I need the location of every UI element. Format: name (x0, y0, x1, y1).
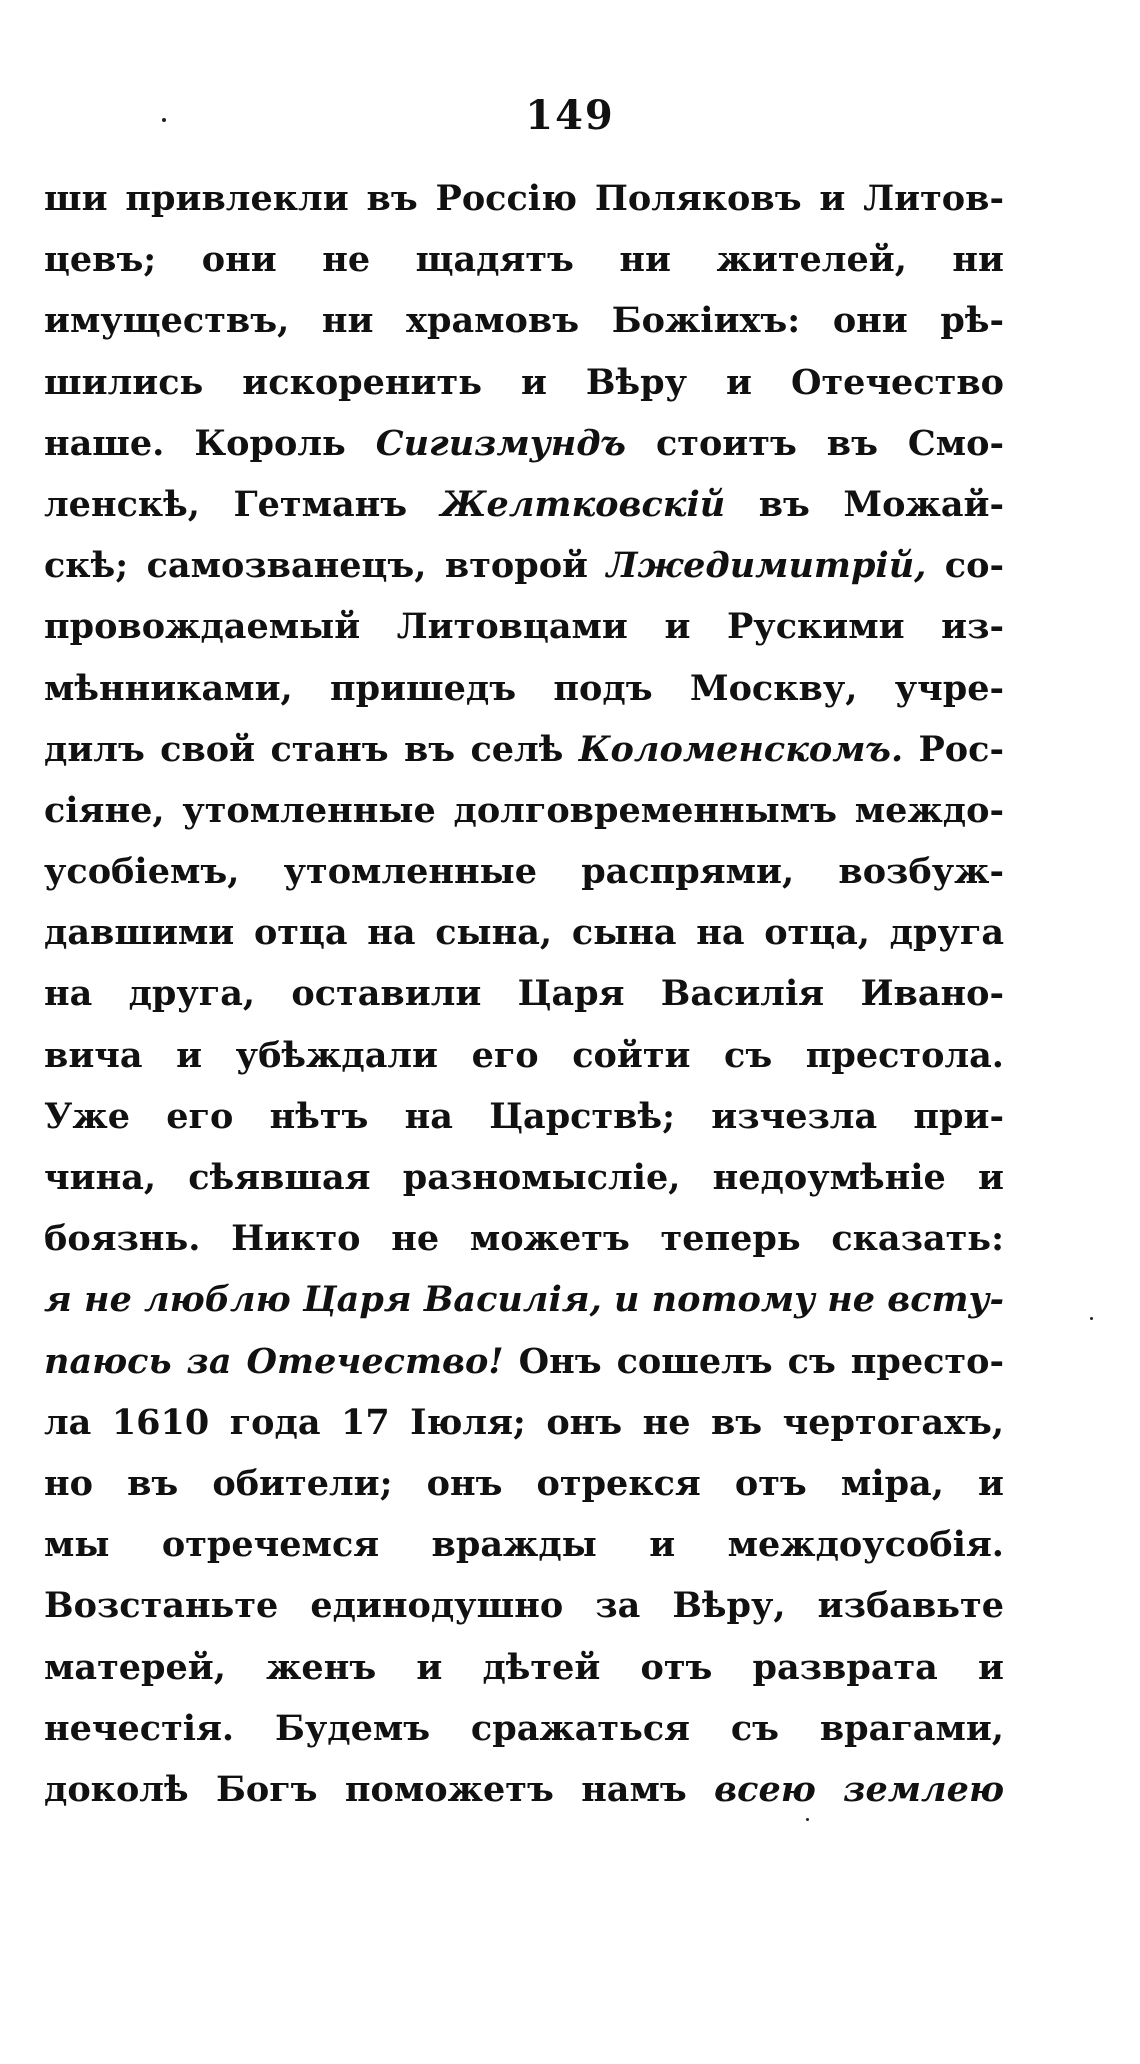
text-segment: но въ обители; онъ отрекся отъ міра, и (44, 1462, 1004, 1504)
text-segment: дилъ свой станъ въ селѣ (44, 728, 579, 770)
italic-text: Сигизмундъ (375, 422, 626, 464)
text-segment: провождаемый Литовцами и Рускими из- (44, 606, 1004, 648)
text-line (44, 535, 1004, 596)
text-line (44, 902, 1004, 963)
text-line (44, 1698, 1004, 1759)
text-segment: въ Можай- (725, 483, 1004, 525)
text-segment: чина, сѣявшая разномысліе, недоумѣніе и (44, 1157, 1004, 1198)
text-segment: вича и убѣждали его сойти съ престола. (44, 1034, 1004, 1076)
text-line (44, 413, 1004, 474)
text-segment: сіяне, утомленные долговременнымъ междо- (44, 789, 1004, 831)
text-line (44, 658, 1004, 719)
text-line (44, 1575, 1004, 1636)
text-line (44, 1331, 1004, 1392)
text-segment: давшими отца на сына, сына на отца, друга (44, 912, 1004, 954)
text-segment: ши привлекли въ Россію Поляковъ и Литов- (44, 178, 1004, 219)
text-line (44, 229, 1004, 290)
text-segment: на друга, оставили Царя Василія Ивано- (44, 973, 1004, 1015)
text-line (44, 780, 1004, 841)
italic-text: Лжедимитрій, (606, 545, 927, 587)
text-segment: матерей, женъ и дѣтей отъ разврата и (44, 1646, 1004, 1688)
text-segment: доколѣ Богъ поможетъ намъ (44, 1768, 715, 1810)
text-segment: скѣ; самозванецъ, второй (44, 545, 607, 587)
body-text (44, 168, 1004, 1820)
text-line (44, 1147, 1004, 1208)
text-segment: Рос- (903, 728, 1004, 770)
text-segment: со- (926, 545, 1004, 587)
text-line (44, 1208, 1004, 1269)
text-segment: Онъ сошелъ съ престо- (503, 1340, 1004, 1382)
text-segment: Уже его нѣтъ на Царствѣ; изчезла при- (44, 1095, 1004, 1137)
text-line (44, 1453, 1004, 1514)
text-segment: нечестія. Будемъ сражаться съ врагами, (44, 1707, 1004, 1749)
text-segment: стоитъ въ Смо- (626, 422, 1004, 464)
text-segment: шились искоренить и Вѣру и Отечество (44, 361, 1004, 403)
text-segment: Возстаньте единодушно за Вѣру, избавьте (44, 1585, 1004, 1627)
text-segment: имуществъ, ни храмовъ Божіихъ: они рѣ- (44, 300, 1004, 342)
text-line (44, 841, 1004, 902)
text-segment: ленскѣ, Гетманъ (44, 483, 441, 525)
italic-text: паюсь за Отечество! (44, 1340, 504, 1382)
print-speck (1090, 1317, 1093, 1320)
text-line (44, 1392, 1004, 1453)
italic-text: я не люблю Царя Василія, и потому не всту- (44, 1279, 1004, 1321)
text-segment: боязнь. Никто не можетъ теперь сказать: (44, 1218, 1004, 1260)
text-line (44, 168, 1004, 229)
italic-text: Желтковскій (440, 483, 726, 525)
text-line (44, 719, 1004, 780)
text-line (44, 1269, 1004, 1330)
page-number: 149 (525, 92, 615, 139)
text-line (44, 290, 1004, 351)
text-line (44, 1637, 1004, 1698)
text-line (44, 1759, 1004, 1820)
italic-text: Коломенскомъ. (578, 728, 904, 770)
text-segment: цевъ; они не щадятъ ни жителей, ни (44, 239, 1004, 281)
text-line (44, 963, 1004, 1024)
text-line (44, 1086, 1004, 1147)
text-segment: мы отречемся вражды и междоусобія. (44, 1524, 1004, 1566)
text-line (44, 1025, 1004, 1086)
text-line (44, 352, 1004, 413)
text-segment: усобіемъ, утомленные распрями, возбуж- (44, 851, 1004, 893)
text-line (44, 596, 1004, 657)
text-segment: наше. Король (44, 422, 376, 464)
italic-text: всею землею (714, 1768, 1004, 1810)
text-line (44, 1514, 1004, 1575)
text-segment: ла 1610 года 17 Іюля; онъ не въ чертогахъ, (44, 1401, 1004, 1443)
text-line (44, 474, 1004, 535)
text-segment: мѣнниками, пришедъ подъ Москву, учре- (44, 667, 1004, 709)
